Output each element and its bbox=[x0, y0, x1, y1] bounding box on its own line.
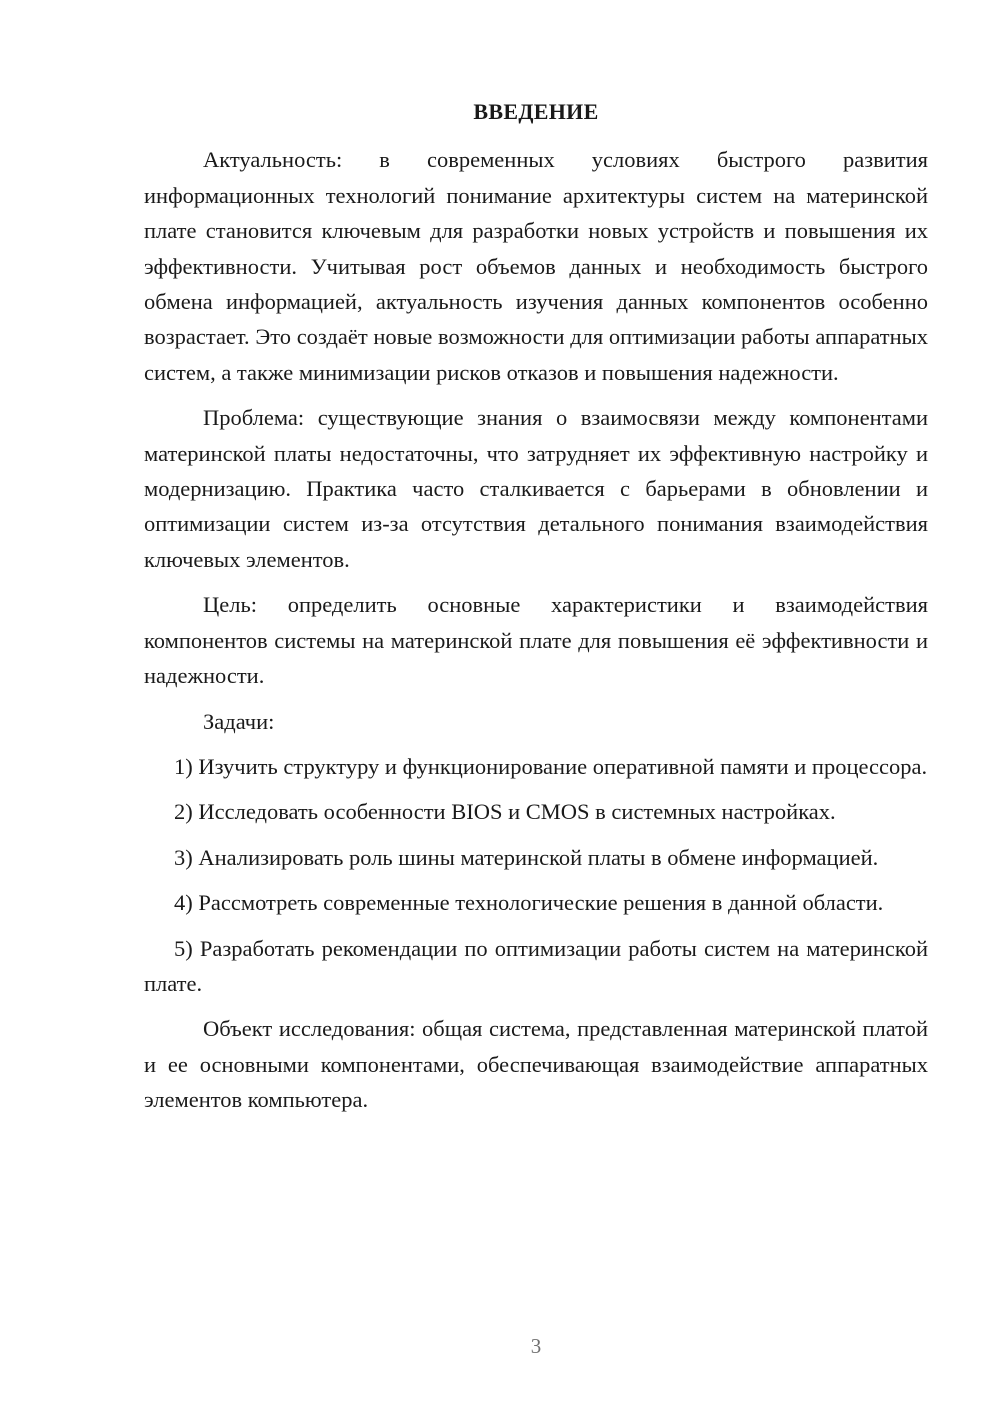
task-item-3: 3) Анализировать роль шины материнской платы в обмене информацией. bbox=[174, 844, 879, 870]
task-item-2: 2) Исследовать особенности BIOS и CMOS в системных настройках. bbox=[174, 799, 836, 825]
page-content bbox=[144, 94, 928, 1128]
paragraph-problem: Проблема: существующие знания о взаимосвязи между компонентами материнской платы недостаточны, что затрудняет их эффективную настройку и модернизацию. Практика часто сталкивается с барьерами в обновлении и оптимизации систем из-за отсутствия детального понимания взаимодействия ключевых элементов. bbox=[144, 405, 928, 572]
task-item-4: 4) Рассмотреть современные технологические решения в данной области. bbox=[174, 890, 884, 916]
paragraph-goal: Цель: определить основные характеристики и взаимодействия компонентов системы на материнской плате для повышения её эффективности и надежности. bbox=[144, 592, 928, 689]
task-item-5: 5) Разработать рекомендации по оптимизации работы систем на материнской плате. bbox=[144, 935, 928, 996]
paragraph-relevance: Актуальность: в современных условиях быстрого развития информационных технологий понимание архитектуры систем на материнской плате становится ключевым для разработки новых устройств и повышения их эффективности. Учитывая рост объемов данных и необходимость быстрого обмена информацией, актуальность изучения данных компонентов особенно возрастает. Это создаёт новые возможности для оптимизации работы аппаратных систем, а также минимизации рисков отказов и повышения надежности. bbox=[144, 147, 928, 385]
section-title: ВВЕДЕНИЕ bbox=[473, 99, 599, 124]
task-item-1: 1) Изучить структуру и функционирование оперативной памяти и процессора. bbox=[174, 753, 928, 779]
paragraph-object: Объект исследования: общая система, представленная материнской платой и ее основными компонентами, обеспечивающая взаимодействие аппаратных элементов компьютера. bbox=[144, 1016, 928, 1113]
page-number: 3 bbox=[530, 1334, 542, 1358]
tasks-label: Задачи: bbox=[203, 708, 275, 734]
